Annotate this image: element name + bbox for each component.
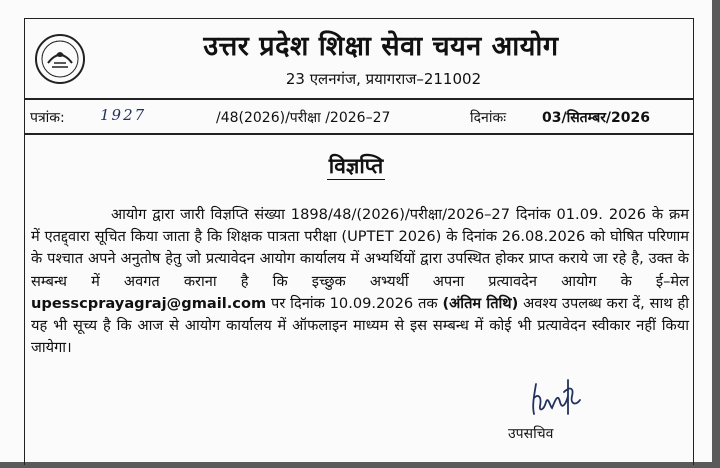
deadline-label: (अंतिम तिथि): [442, 294, 519, 312]
notice-body: [31, 204, 689, 359]
notice-body-part2: पर दिनांक 10.09.2026 तक: [266, 294, 443, 312]
notice-heading: विज्ञप्ति: [328, 154, 384, 178]
contact-email[interactable]: upesscprayagraj@gmail.com: [31, 294, 267, 312]
reference-row: [30, 108, 686, 130]
notice-body-part1: आयोग द्वारा जारी विज्ञप्ति संख्या 1898/48/(2026)/परीक्षा/2026–27 दिनांक 01.09. 2026 के क्रम में एतद्द्वारा सूचित किया जाता है कि शिक्षक पात्रता परीक्षा (UPTET 2026) के दिनांक 26.08.2026 को घोषित परिणाम के पश्चात अपने अनुतोष हेतु जो प्रत्यावेदन आयोग कार्यालय में अभ्यर्थियों द्वारा उपस्थित होकर प्राप्त कराये जा रहे है, उक्त के सम्बन्ध में अवगत कराना है कि इच्छुक अभ्यर्थी अपना प्रत्यावदेन आयोग के ई–मेल: [31, 206, 689, 290]
signatory-designation: उपसचिव: [508, 426, 554, 442]
commission-title: उत्तर प्रदेश शिक्षा सेवा चयन आयोग: [203, 31, 559, 62]
commission-address: 23 एलनगंज, प्रयागराज–211002: [285, 70, 482, 88]
header-divider: [24, 98, 693, 100]
date-label: दिनांकः: [470, 110, 507, 126]
date-value: 03/सितम्बर/2026: [542, 110, 651, 126]
reference-divider: [24, 133, 693, 135]
handwritten-reference-number: 1927: [100, 106, 147, 124]
handwritten-signature: [524, 376, 594, 422]
reference-parts: /48(2026)/परीक्षा /2026–27: [216, 110, 391, 126]
notice-body-part3: अवश्य उपलब्ध करा दें, साथ ही यह भी सूच्य है कि आज से आयोग कार्यालय में ऑफलाइन माध्यम से इस सम्बन्ध में कोई भी प्रत्यावेदन स्वीकार नहीं किया जायेगा।: [31, 294, 689, 357]
reference-label: पत्रांक:: [30, 110, 65, 126]
